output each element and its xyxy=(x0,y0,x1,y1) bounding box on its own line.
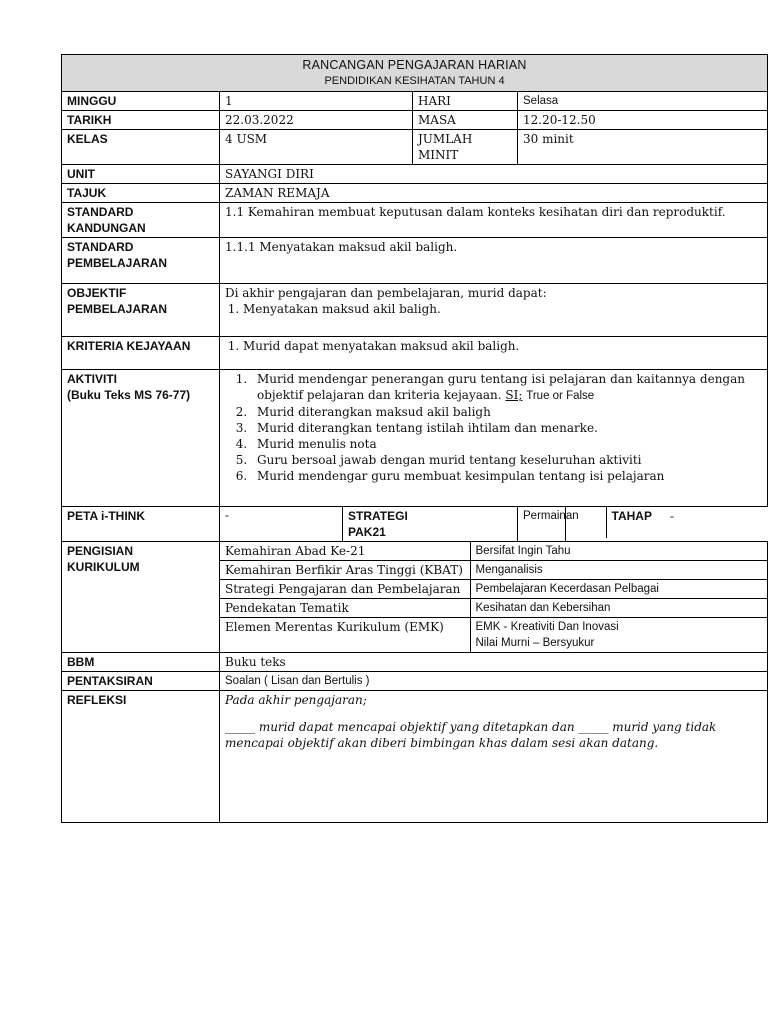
aktiviti-value xyxy=(220,370,768,507)
objektif-list xyxy=(225,301,762,317)
standard-pembelajaran-value: 1.1.1 Menyatakan maksud akil baligh. xyxy=(220,238,768,284)
standard-pembelajaran-label-line1: STANDARD xyxy=(67,240,134,254)
objektif-label-line2: PEMBELAJARAN xyxy=(67,302,168,316)
objektif-intro: Di akhir pengajaran dan pembelajaran, murid dapat: xyxy=(225,286,547,300)
refleksi-line-1: Pada akhir pengajaran; xyxy=(225,693,367,707)
strategi-tahap-table xyxy=(518,507,664,538)
pengisian-label-line2: KURIKULUM xyxy=(67,560,140,574)
standard-kandungan-label xyxy=(62,203,220,238)
aktiviti-item-1-si: SI; xyxy=(505,388,523,402)
pengisian-row-left: Pendekatan Tematik xyxy=(220,599,470,618)
row-bbm xyxy=(62,653,768,672)
pengisian-row-left: Elemen Merentas Kurikulum (EMK) xyxy=(220,618,470,653)
aktiviti-item: 5. Guru bersoal jawab dengan murid tentang keseluruhan aktiviti xyxy=(251,452,762,468)
pengisian-row-right: Kesihatan dan Kebersihan xyxy=(470,599,767,618)
aktiviti-label-line2: (Buku Teks MS 76-77) xyxy=(67,388,191,402)
hari-value: Selasa xyxy=(518,92,768,111)
pengisian-row-left: Strategi Pengajaran dan Pembelajaran xyxy=(220,580,470,599)
standard-kandungan-label-line1: STANDARD xyxy=(67,205,134,219)
aktiviti-label-line1: AKTIVITI xyxy=(67,372,117,386)
masa-value: 12.20-12.50 xyxy=(518,111,768,130)
pengisian-row xyxy=(220,618,767,653)
pengisian-row-right: Pembelajaran Kecerdasan Pelbagai xyxy=(470,580,767,599)
document-title: RANCANGAN PENGAJARAN HARIAN xyxy=(302,58,527,72)
hari-label: HARI xyxy=(413,92,518,111)
pengisian-label xyxy=(62,542,220,653)
pengisian-row-right: Bersifat Ingin Tahu xyxy=(470,542,767,561)
minggu-value: 1 xyxy=(220,92,413,111)
lesson-plan-sheet xyxy=(61,54,767,823)
pengisian-value xyxy=(220,542,768,653)
strategi-label-line2: PAK21 xyxy=(348,525,386,539)
row-standard-kandungan xyxy=(62,203,768,238)
refleksi-line-2: _____ murid dapat mencapai objektif yang ditetapkan dan _____ murid yang tidak mencapai objektif akan diberi bimbingan khas dalam sesi akan datang. xyxy=(225,720,717,750)
aktiviti-item: 2. Murid diterangkan maksud akil baligh xyxy=(251,404,762,420)
aktiviti-item-1-tail: True or False xyxy=(526,390,595,402)
tajuk-label: TAJUK xyxy=(62,184,220,203)
row-standard-pembelajaran xyxy=(62,238,768,284)
strategi-value-text: Permainan xyxy=(518,507,606,538)
row-peta xyxy=(62,507,768,542)
row-minggu xyxy=(62,92,768,111)
objektif-label xyxy=(62,284,220,337)
row-tarikh xyxy=(62,111,768,130)
row-objektif xyxy=(62,284,768,337)
unit-label: UNIT xyxy=(62,165,220,184)
row-unit xyxy=(62,165,768,184)
kelas-value: 4 USM xyxy=(220,130,413,165)
bbm-label: BBM xyxy=(62,653,220,672)
kriteria-value xyxy=(220,337,768,370)
strategi-label-line1: STRATEGI xyxy=(348,509,408,523)
tarikh-value: 22.03.2022 xyxy=(220,111,413,130)
peta-value: - xyxy=(220,507,343,542)
peta-label: PETA i-THINK xyxy=(62,507,220,542)
document-subtitle: PENDIDIKAN KESIHATAN TAHUN 4 xyxy=(324,75,505,87)
objektif-item: 1. Menyatakan maksud akil baligh. xyxy=(243,301,762,317)
standard-pembelajaran-label-line2: PEMBELAJARAN xyxy=(67,256,168,270)
row-kriteria xyxy=(62,337,768,370)
row-kelas xyxy=(62,130,768,165)
aktiviti-list xyxy=(225,371,762,484)
standard-kandungan-label-line2: KANDUNGAN xyxy=(67,221,146,235)
pengisian-emk: EMK - Kreativiti Dan Inovasi xyxy=(475,621,619,633)
row-aktiviti xyxy=(62,370,768,507)
kriteria-list xyxy=(225,338,762,354)
row-tajuk xyxy=(62,184,768,203)
refleksi-label: REFLEKSI xyxy=(62,691,220,823)
pengisian-row xyxy=(220,580,767,599)
pengisian-row-left: Kemahiran Berfikir Aras Tinggi (KBAT) xyxy=(220,561,470,580)
bbm-value: Buku teks xyxy=(220,653,768,672)
aktiviti-item-1-text: Murid mendengar penerangan guru tentang isi pelajaran dan kaitannya dengan objektif pelajaran dan kriteria kejayaan. xyxy=(257,372,745,402)
objektif-value xyxy=(220,284,768,337)
pengisian-row-left: Kemahiran Abad Ke-21 xyxy=(220,542,470,561)
tarikh-label: TARIKH xyxy=(62,111,220,130)
kriteria-label: KRITERIA KEJAYAAN xyxy=(62,337,220,370)
aktiviti-item xyxy=(251,371,762,404)
row-refleksi xyxy=(62,691,768,823)
pentaksiran-value: Soalan ( Lisan dan Bertulis ) xyxy=(220,672,768,691)
standard-kandungan-value: 1.1 Kemahiran membuat keputusan dalam konteks kesihatan diri dan reproduktif. xyxy=(220,203,768,238)
aktiviti-item: 6. Murid mendengar guru membuat kesimpulan tentang isi pelajaran xyxy=(251,468,762,484)
pentaksiran-label: PENTAKSIRAN xyxy=(62,672,220,691)
kriteria-item: 1. Murid dapat menyatakan maksud akil baligh. xyxy=(243,338,762,354)
refleksi-value xyxy=(220,691,768,823)
unit-value: SAYANGI DIRI xyxy=(220,165,768,184)
pengisian-row xyxy=(220,561,767,580)
jumlah-minit-label: JUMLAH MINIT xyxy=(413,130,518,165)
tajuk-value: ZAMAN REMAJA xyxy=(220,184,768,203)
minggu-label: MINGGU xyxy=(62,92,220,111)
header-cell xyxy=(62,55,768,92)
pengisian-row xyxy=(220,542,767,561)
pengisian-table xyxy=(220,542,767,652)
strategi-label xyxy=(343,507,518,542)
refleksi-gap xyxy=(225,708,762,719)
pengisian-row-right: Menganalisis xyxy=(470,561,767,580)
masa-label: MASA xyxy=(413,111,518,130)
jumlah-minit-value: 30 minit xyxy=(518,130,768,165)
pengisian-label-line1: PENGISIAN xyxy=(67,544,134,558)
tahap-label: TAHAP xyxy=(611,509,652,523)
pengisian-row xyxy=(220,599,767,618)
objektif-label-line1: OBJEKTIF xyxy=(67,286,127,300)
header-row xyxy=(62,55,768,92)
standard-pembelajaran-label xyxy=(62,238,220,284)
row-pengisian xyxy=(62,542,768,653)
kelas-label: KELAS xyxy=(62,130,220,165)
aktiviti-item: 3. Murid diterangkan tentang istilah ihtilam dan menarke. xyxy=(251,420,762,436)
tahap-value: - xyxy=(670,509,674,523)
pengisian-nilai-murni: Nilai Murni – Bersyukur xyxy=(475,637,595,649)
strategi-value xyxy=(518,507,652,542)
aktiviti-label xyxy=(62,370,220,507)
aktiviti-item: 4. Murid menulis nota xyxy=(251,436,762,452)
lesson-plan-table xyxy=(61,54,768,823)
pengisian-row-right xyxy=(470,618,767,653)
row-pentaksiran xyxy=(62,672,768,691)
